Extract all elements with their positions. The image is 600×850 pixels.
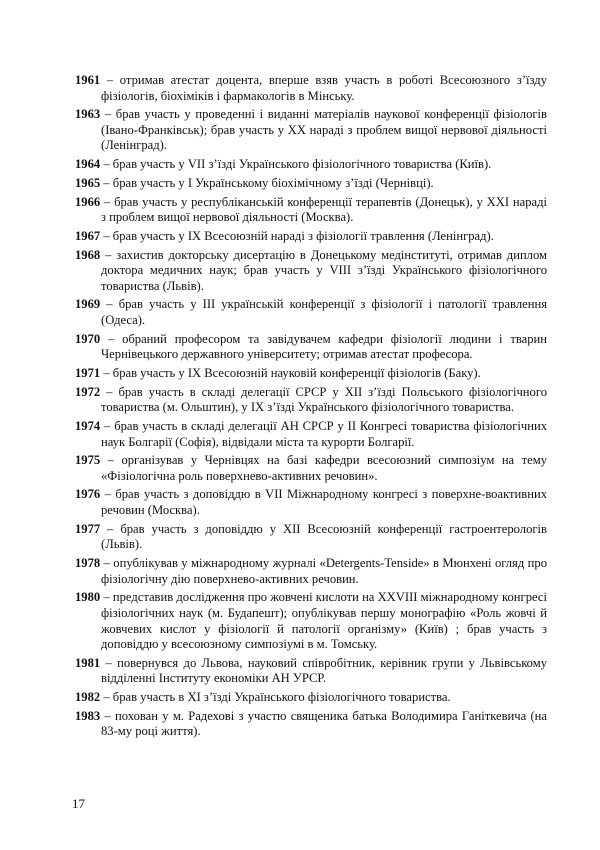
chronology-entry: [75, 709, 547, 740]
entry-text: – похован у м. Радехові з участю священика батька Володимира Ганіткевича (на 83-му році життя).: [100, 708, 547, 739]
chronology-entry: [75, 590, 547, 652]
entry-text: – обраний професором та завідувачем кафедри фізіології людини і тварин Чернівецького державного університету; отримав атестат професора.: [100, 331, 547, 362]
entry-text: – організував у Чернівцях на базі кафедри всесоюзний симпозіум на тему «Фізіологічна роль поверхнево-активних речовин».: [100, 453, 547, 483]
entry-year: 1978: [75, 556, 101, 571]
entry-year: 1980: [75, 590, 101, 605]
entry-year: 1963: [75, 107, 101, 122]
entry-year: 1982: [75, 690, 101, 705]
chronology-entry: [75, 556, 547, 587]
entry-text: – брав участь в ХІ з’їзді Українського фізіологічного товариства.: [100, 690, 451, 705]
chronology-entry: [75, 690, 547, 706]
chronology-entry: [75, 157, 547, 173]
entry-year: 1965: [75, 175, 101, 190]
entry-text: – брав участь з доповіддю у ХІІ Всесоюзній конференції гастроентерологів (Львів).: [100, 521, 547, 552]
entry-text: – брав участь у ІІІ українській конференції з фізіології і патології травлення (Одеса).: [100, 297, 547, 327]
chronology-entry: [75, 366, 547, 382]
entry-text: – брав участь у І Українському біохімічному з’їзді (Чернівці).: [100, 175, 434, 190]
entry-year: 1969: [75, 297, 101, 312]
chronology-entry: [75, 73, 547, 104]
entry-text: – захистив докторську дисертацію в Донецькому медінституті, отримав диплом доктора медичних наук; брав участь у VIII з’їзді Українського фізіологічного товариства (Львів).: [100, 247, 547, 293]
entry-text: – брав участь в складі делегації СРСР у ХІІ з’їзді Польського фізіологічного товариства (м. Ольштин), у ІХ з’їзді Українського фізіологічного товариства.: [100, 384, 547, 415]
page-number: 17: [72, 796, 85, 811]
entry-year: 1976: [75, 487, 101, 502]
entry-text: – брав участь з доповіддю в VII Міжнародному конгресі з поверхне-воактивних речовин (Москва).: [100, 487, 547, 518]
entry-text: – отримав атестат доцента, вперше взяв участь в роботі Всесоюзного з’їзду фізіологів, біохіміків і фармакологів в Мінську.: [100, 73, 547, 103]
entry-year: 1977: [75, 521, 101, 536]
chronology-entry: [75, 248, 547, 295]
chronology-entry: [75, 656, 547, 687]
chronology-entry: [75, 195, 547, 226]
entry-year: 1981: [75, 655, 101, 670]
chronology-entry: [75, 453, 547, 484]
entry-text: – брав участь у ІХ Всесоюзній нараді з фізіології травлення (Ленінград).: [100, 228, 494, 243]
entry-year: 1970: [75, 331, 101, 346]
chronology-entry: [75, 107, 547, 154]
chronology-entry: [75, 332, 547, 363]
entry-year: 1983: [75, 708, 101, 723]
entry-text: – повернувся до Львова, науковий співробітник, керівник групи у Львівському відділенні Інституту економіки АН УРСР.: [100, 655, 547, 686]
chronology-entry: [75, 176, 547, 192]
chronology-entry: [75, 297, 547, 328]
entry-year: 1964: [75, 157, 101, 172]
entry-year: 1968: [75, 247, 101, 262]
chronology-entry: [75, 229, 547, 245]
entry-text: – представив дослідження про жовчені кислоти на ХХVIII міжнародному конгресі фізіологічних наук (м. Будапешт); опублікував першу монографію «Роль жовчі й жовчевих кислот у фізіології й патології організму» (Київ) ; брав участь з доповіддю у всесоюзному симпозіумі в м. Томську.: [100, 590, 547, 652]
entry-text: – брав участь у VII з’їзді Українського фізіологічного товариства (Київ).: [100, 157, 492, 172]
entry-year: 1972: [75, 384, 101, 399]
chronology-entry: [75, 487, 547, 518]
chronology-entry: [75, 522, 547, 553]
chronology-list: [75, 73, 547, 743]
chronology-entry: [75, 419, 547, 450]
entry-year: 1966: [75, 194, 101, 209]
entry-text: – брав участь у ІХ Всесоюзній науковій конференції фізіологів (Баку).: [100, 365, 481, 380]
chronology-entry: [75, 385, 547, 416]
entry-text: – брав участь у проведенні і виданні матеріалів наукової конференції фізіологів (Івано-Франківськ); брав участь у ХХ нараді з проблем вищої нервової діяльності (Ленінград).: [100, 107, 547, 153]
entry-text: – брав участь у республіканській конференції терапевтів (Донецьк), у ХХІ нараді з проблем вищої нервової діяльності (Москва).: [100, 194, 547, 225]
entry-year: 1961: [75, 73, 101, 87]
entry-year: 1974: [75, 418, 101, 433]
entry-year: 1975: [75, 453, 101, 468]
entry-year: 1967: [75, 228, 101, 243]
entry-text: – опублікував у міжнародному журналі «Detergents-Tenside» в Мюнхені огляд про фізіологічну дію поверхнево-активних речовин.: [100, 556, 547, 586]
entry-text: – брав участь в складі делегації АН СРСР у ІІ Конгресі товариства фізіологічних наук Болгарії (Софія), відвідали міста та курорти Болгарії.: [100, 418, 547, 449]
entry-year: 1971: [75, 365, 101, 380]
